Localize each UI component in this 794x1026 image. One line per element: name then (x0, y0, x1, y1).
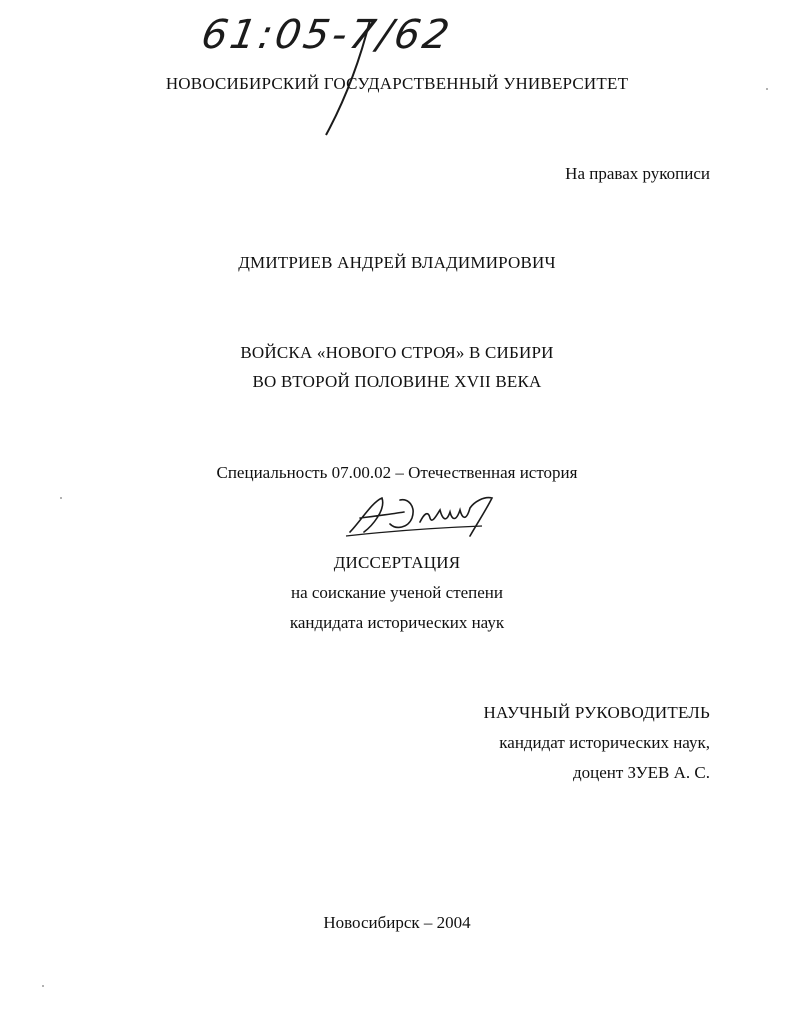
supervisor-name: доцент ЗУЕВ А. С. (572, 763, 710, 782)
thesis-title-line-2: ВО ВТОРОЙ ПОЛОВИНЕ XVII ВЕКА (252, 372, 542, 391)
scan-speck (766, 88, 768, 90)
degree-line-1: на соискание ученой степени (290, 583, 504, 602)
manuscript-rights-note: На правах рукописи (565, 164, 710, 183)
supervisor-heading: НАУЧНЫЙ РУКОВОДИТЕЛЬ (483, 703, 710, 722)
specialty: Специальность 07.00.02 – Отечественная история (216, 463, 578, 482)
university-name: НОВОСИБИРСКИЙ ГОСУДАРСТВЕННЫЙ УНИВЕРСИТЕТ (165, 74, 629, 93)
scan-speck (42, 985, 44, 987)
scan-speck (60, 497, 62, 499)
thesis-title-line-1: ВОЙСКА «НОВОГО СТРОЯ» В СИБИРИ (240, 343, 554, 362)
author-name: ДМИТРИЕВ АНДРЕЙ ВЛАДИМИРОВИЧ (238, 253, 556, 272)
place-and-year: Новосибирск – 2004 (323, 913, 471, 932)
document-type: ДИССЕРТАЦИЯ (333, 553, 461, 572)
supervisor-degree: кандидат исторических наук, (499, 733, 710, 752)
author-signature-icon (342, 492, 512, 542)
degree-line-2: кандидата исторических наук (289, 613, 505, 632)
handwritten-archive-number: 61:05-7/62 (197, 12, 456, 58)
